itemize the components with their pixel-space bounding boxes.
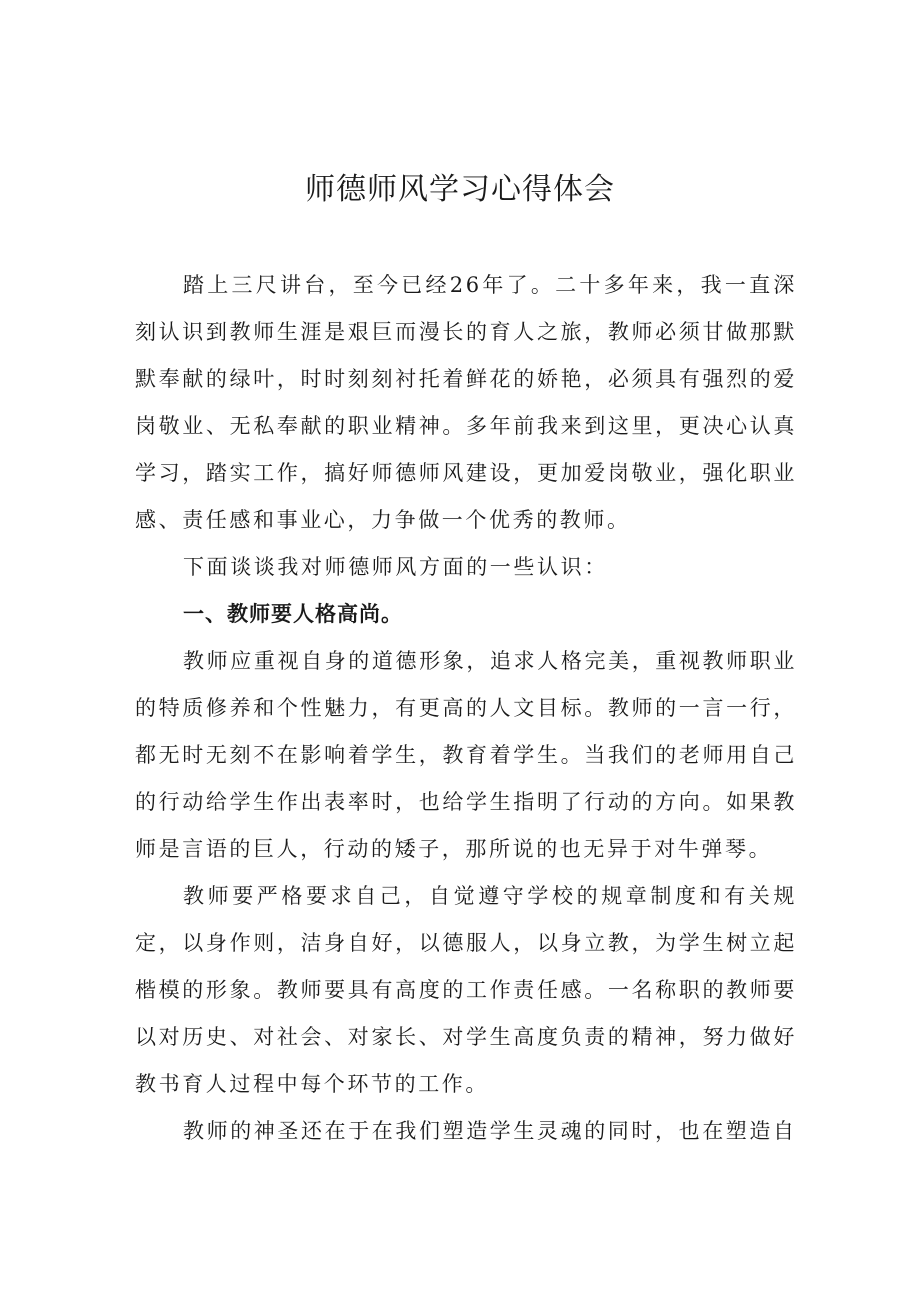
section-paragraph: 教师应重视自身的道德形象，追求人格完美，重视教师职业的特质修养和个性魅力，有更高的人文目标。教师的一言一行，都无时无刻不在影响着学生，教育着学生。当我们的老师用自己的行动给学生作出表率时，也给学生指明了行动的方向。如果教师是言语的巨人，行动的矮子，那所说的也无异于对牛弹琴。: [135, 649, 797, 861]
section-paragraph: 教师要严格要求自己，自觉遵守学校的规章制度和有关规定，以身作则，洁身自好，以德服人，以身立教，为学生树立起楷模的形象。教师要具有高度的工作责任感。一名称职的教师要以对历史、对社会、对家长、对学生高度负责的精神，努力做好教书育人过程中每个环节的工作。: [135, 884, 797, 1096]
section-paragraph: 教师的神圣还在于在我们塑造学生灵魂的同时，也在塑造自: [183, 1119, 797, 1143]
intro-paragraph: 踏上三尺讲台，至今已经26年了。二十多年来，我一直深刻认识到教师生涯是艰巨而漫长的育人之旅，教师必须甘做那默默奉献的绿叶，时时刻刻衬托着鲜花的娇艳，必须具有强烈的爱岗敬业、无私奉献的职业精神。多年前我来到这里，更决心认真学习，踏实工作，搞好师德师风建设，更加爱岗敬业，强化职业感、责任感和事业心，力争做一个优秀的教师。: [135, 273, 797, 532]
transition-paragraph: 下面谈谈我对师德师风方面的一些认识：: [183, 555, 608, 579]
document-title: 师德师风学习心得体会: [305, 172, 615, 207]
section-heading: 一、教师要人格高尚。: [183, 602, 403, 626]
document-body: [135, 262, 797, 1155]
